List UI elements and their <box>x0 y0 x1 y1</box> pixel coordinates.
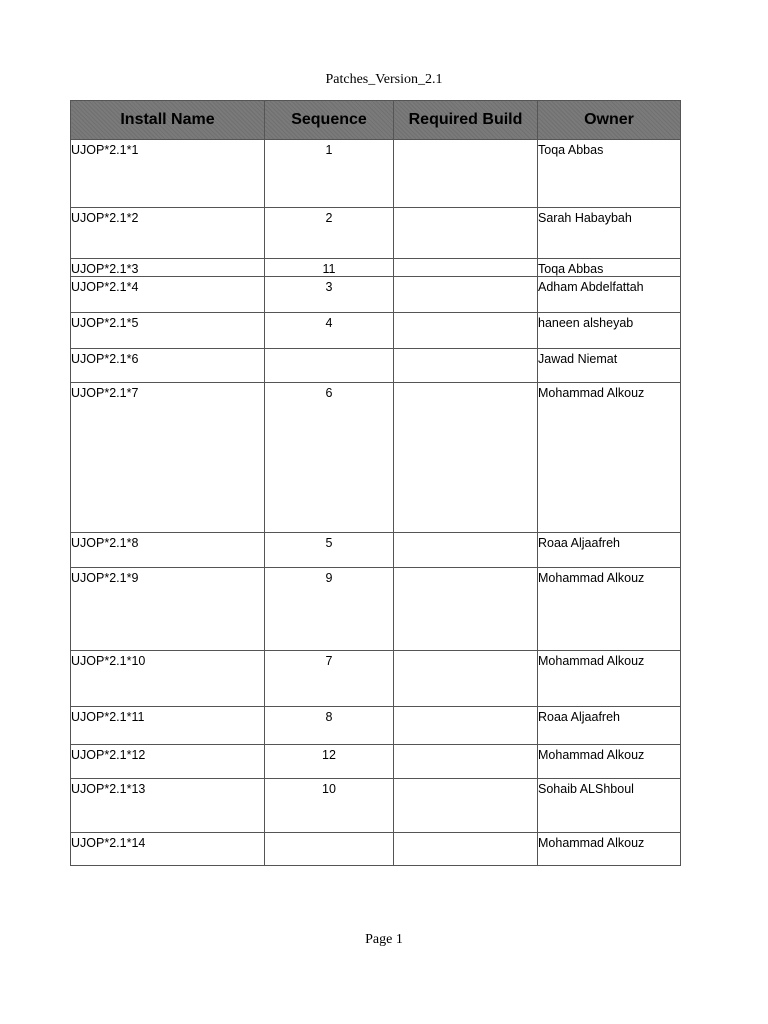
column-header-install-name: Install Name <box>71 101 265 140</box>
sequence-cell <box>265 349 394 383</box>
sequence-cell <box>265 833 394 866</box>
required-build-cell <box>394 383 538 533</box>
table-row <box>71 313 681 349</box>
install-name-cell: UJOP*2.1*5 <box>71 313 265 349</box>
required-build-cell <box>394 349 538 383</box>
sequence-cell: 11 <box>265 259 394 277</box>
owner-cell: Toqa Abbas <box>538 259 681 277</box>
owner-cell: Mohammad Alkouz <box>538 568 681 651</box>
install-name-cell: UJOP*2.1*1 <box>71 140 265 208</box>
table-row <box>71 383 681 533</box>
owner-cell: Adham Abdelfattah <box>538 277 681 313</box>
owner-cell: Roaa Aljaafreh <box>538 533 681 568</box>
table-row <box>71 651 681 707</box>
column-header-sequence: Sequence <box>265 101 394 140</box>
required-build-cell <box>394 277 538 313</box>
owner-cell: Toqa Abbas <box>538 140 681 208</box>
install-name-cell: UJOP*2.1*9 <box>71 568 265 651</box>
table-row <box>71 140 681 208</box>
owner-cell: Mohammad Alkouz <box>538 833 681 866</box>
owner-cell: Sohaib ALShboul <box>538 779 681 833</box>
sequence-cell: 12 <box>265 745 394 779</box>
column-header-owner: Owner <box>538 101 681 140</box>
table-row <box>71 707 681 745</box>
sequence-cell: 6 <box>265 383 394 533</box>
install-name-cell: UJOP*2.1*4 <box>71 277 265 313</box>
sequence-cell: 4 <box>265 313 394 349</box>
table-row <box>71 208 681 259</box>
page-title: Patches_Version_2.1 <box>325 72 443 87</box>
patches-table <box>70 100 681 866</box>
install-name-cell: UJOP*2.1*2 <box>71 208 265 259</box>
owner-cell: Mohammad Alkouz <box>538 383 681 533</box>
table-row <box>71 568 681 651</box>
table-row <box>71 745 681 779</box>
install-name-cell: UJOP*2.1*6 <box>71 349 265 383</box>
table-row <box>71 833 681 866</box>
required-build-cell <box>394 259 538 277</box>
sequence-cell: 9 <box>265 568 394 651</box>
install-name-cell: UJOP*2.1*10 <box>71 651 265 707</box>
sequence-cell: 2 <box>265 208 394 259</box>
table-header-row <box>71 101 681 140</box>
required-build-cell <box>394 833 538 866</box>
install-name-cell: UJOP*2.1*14 <box>71 833 265 866</box>
page-number: Page 1 <box>365 932 403 947</box>
table-row <box>71 349 681 383</box>
owner-cell: Roaa Aljaafreh <box>538 707 681 745</box>
required-build-cell <box>394 533 538 568</box>
required-build-cell <box>394 779 538 833</box>
table-row <box>71 277 681 313</box>
sequence-cell: 10 <box>265 779 394 833</box>
sequence-cell: 5 <box>265 533 394 568</box>
install-name-cell: UJOP*2.1*8 <box>71 533 265 568</box>
table-row <box>71 779 681 833</box>
owner-cell: Sarah Habaybah <box>538 208 681 259</box>
sequence-cell: 1 <box>265 140 394 208</box>
install-name-cell: UJOP*2.1*12 <box>71 745 265 779</box>
install-name-cell: UJOP*2.1*11 <box>71 707 265 745</box>
required-build-cell <box>394 745 538 779</box>
table-row <box>71 533 681 568</box>
table-row <box>71 259 681 277</box>
column-header-required-build: Required Build <box>394 101 538 140</box>
required-build-cell <box>394 651 538 707</box>
install-name-cell: UJOP*2.1*13 <box>71 779 265 833</box>
sequence-cell: 8 <box>265 707 394 745</box>
sequence-cell: 7 <box>265 651 394 707</box>
required-build-cell <box>394 208 538 259</box>
required-build-cell <box>394 707 538 745</box>
required-build-cell <box>394 140 538 208</box>
sequence-cell: 3 <box>265 277 394 313</box>
required-build-cell <box>394 568 538 651</box>
owner-cell: Mohammad Alkouz <box>538 745 681 779</box>
owner-cell: Jawad Niemat <box>538 349 681 383</box>
owner-cell: haneen alsheyab <box>538 313 681 349</box>
owner-cell: Mohammad Alkouz <box>538 651 681 707</box>
install-name-cell: UJOP*2.1*3 <box>71 259 265 277</box>
install-name-cell: UJOP*2.1*7 <box>71 383 265 533</box>
required-build-cell <box>394 313 538 349</box>
